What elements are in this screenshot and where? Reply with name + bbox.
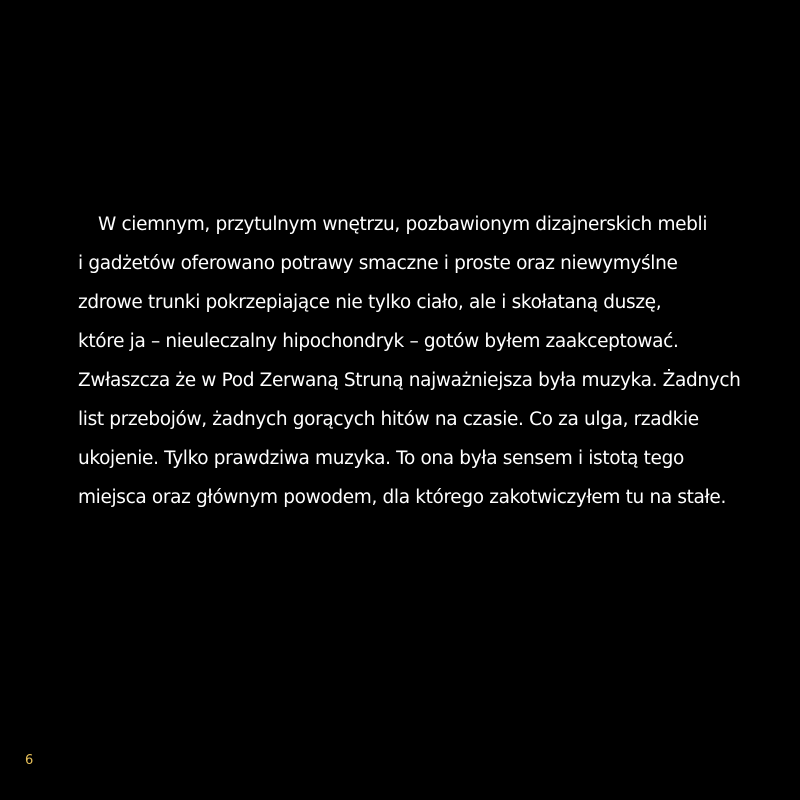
text-line-3: zdrowe trunki pokrzepiające nie tylko ciało, ale i skołataną duszę, <box>78 292 662 313</box>
text-line-6: list przebojów, żadnych gorących hitów na czasie. Co za ulga, rzadkie <box>78 409 699 430</box>
text-line-4: które ja – nieuleczalny hipochondryk – gotów byłem zaakceptować. <box>78 331 679 352</box>
page-number: 6 <box>25 753 34 768</box>
body-paragraph <box>78 205 778 517</box>
text-line-2: i gadżetów oferowano potrawy smaczne i proste oraz niewymyślne <box>78 253 678 274</box>
text-line-5: Zwłaszcza że w Pod Zerwaną Struną najważniejsza była muzyka. Żadnych <box>78 370 741 391</box>
text-line-7: ukojenie. Tylko prawdziwa muzyka. To ona była sensem i istotą tego <box>78 448 684 469</box>
text-line-1: W ciemnym, przytulnym wnętrzu, pozbawionym dizajnerskich mebli <box>98 214 708 235</box>
text-line-8: miejsca oraz głównym powodem, dla którego zakotwiczyłem tu na stałe. <box>78 487 726 508</box>
